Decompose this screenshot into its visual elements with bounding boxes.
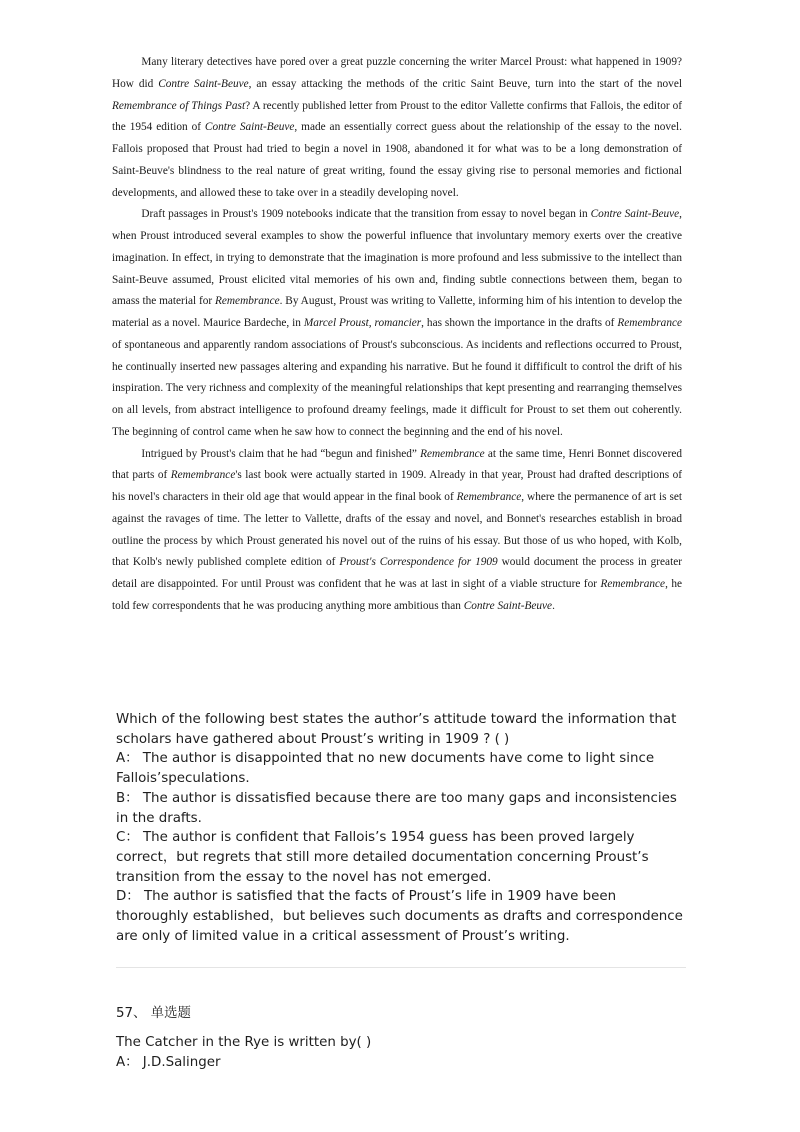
question-stem: Which of the following best states the author’s attitude toward the information that scholars have gathered about Proust’s writing in 1909 ? ( ): [116, 712, 677, 747]
option-b[interactable]: B： The author is dissatisfied because there are too many gaps and inconsistencies in the drafts.: [116, 790, 677, 826]
question-number: 57、 单选题: [116, 1006, 191, 1021]
question-block: [116, 710, 688, 946]
passage-paragraph-2: Draft passages in Proust's 1909 notebooks indicate that the transition from essay to novel began in Contre Saint-Beuve, when Proust introduced several examples to show the powerful influence that involuntary memory exerts over the creative imagination. In effect, in trying to demonstrate that the imagination is more profound and less submissive to the intellect than Saint-Beuve assumed, Proust elicited vital memories of his own and, finding subtle connections between them, began to amass the material for Remembrance. By August, Proust was writing to Vallette, informing him of his intention to develop the material as a novel. Maurice Bardeche, in Marcel Proust, romancier, has shown the importance in the drafts of Remembrance of spontaneous and apparently random associations of Proust's subconscious. As incidents and reflections occurred to Proust, he continually inserted new passages altering and expanding his narrative. But he found it diffificult to control the drift of his inspiration. The very richness and complexity of the meaningful relationships that kept presenting and rearranging themselves on all levels, from abstract intelligence to profound dreamy feelings, made it difficult for Proust to set them out coherently. The beginning of control came when he saw how to connect the beginning and the end of his novel.: [112, 208, 683, 438]
section-divider: [116, 967, 686, 968]
next-question-stem: The Catcher in the Rye is written by( ): [116, 1035, 372, 1050]
passage-paragraph-3: Intrigued by Proust's claim that he had “begun and finished” Remembrance at the same time, Henri Bonnet discovered that parts of Remembrance's last book were actually started in 1909. Already in that year, Proust had drafted descriptions of his novel's characters in their old age that would appear in the final book of Remembrance, where the permanence of art is set against the ravages of time. The letter to Vallette, drafts of the essay and novel, and Bonnet's researches establish in broad outline the process by which Proust generated his novel out of the ruins of his essay. But those of us who hoped, with Kolb, that Kolb's newly published complete edition of Proust's Correspondence for 1909 would document the process in greater detail are disappointed. For until Proust was confident that he was at last in sight of a viable structure for Remembrance, he told few correspondents that he was producing anything more ambitious than Contre Saint-Beuve.: [112, 447, 682, 612]
passage-scan: [112, 52, 682, 618]
passage-paragraph-1: Many literary detectives have pored over a great puzzle concerning the writer Marcel Proust: what happened in 1909? How did Contre Saint-Beuve, an essay attacking the methods of the critic Saint Beuve, turn into the start of the novel Remembrance of Things Past? A recently published letter from Proust to the editor Vallette confirms that Fallois, the editor of the 1954 edition of Contre Saint-Beuve, made an essentially correct guess about the relationship of the essay to the novel. Fallois proposed that Proust had tried to begin a novel in 1908, abandoned it for what was to be a long demonstration of Saint-Beuve's blindness to the real nature of great writing, found the essay giving rise to personal memories and fictional developments, and allowed these to take over in a steadily developing novel.: [112, 56, 682, 199]
option-a[interactable]: A： The author is disappointed that no new documents have come to light since Fallois’speculations.: [116, 751, 655, 787]
option-d[interactable]: D： The author is satisfied that the facts of Proust’s life in 1909 have been thoroughly established，but believes such documents as drafts and correspondence are only of limited value in a critical assessment of Proust’s writing.: [116, 889, 683, 944]
option-c[interactable]: C： The author is confident that Fallois’s 1954 guess has been proved largely correct，but regrets that still more detailed documentation concerning Proust’s transition from the essay to the novel has not emerged.: [116, 830, 649, 885]
next-option-a[interactable]: A： J.D.Salinger: [116, 1055, 221, 1070]
next-question-block: [116, 1004, 688, 1073]
